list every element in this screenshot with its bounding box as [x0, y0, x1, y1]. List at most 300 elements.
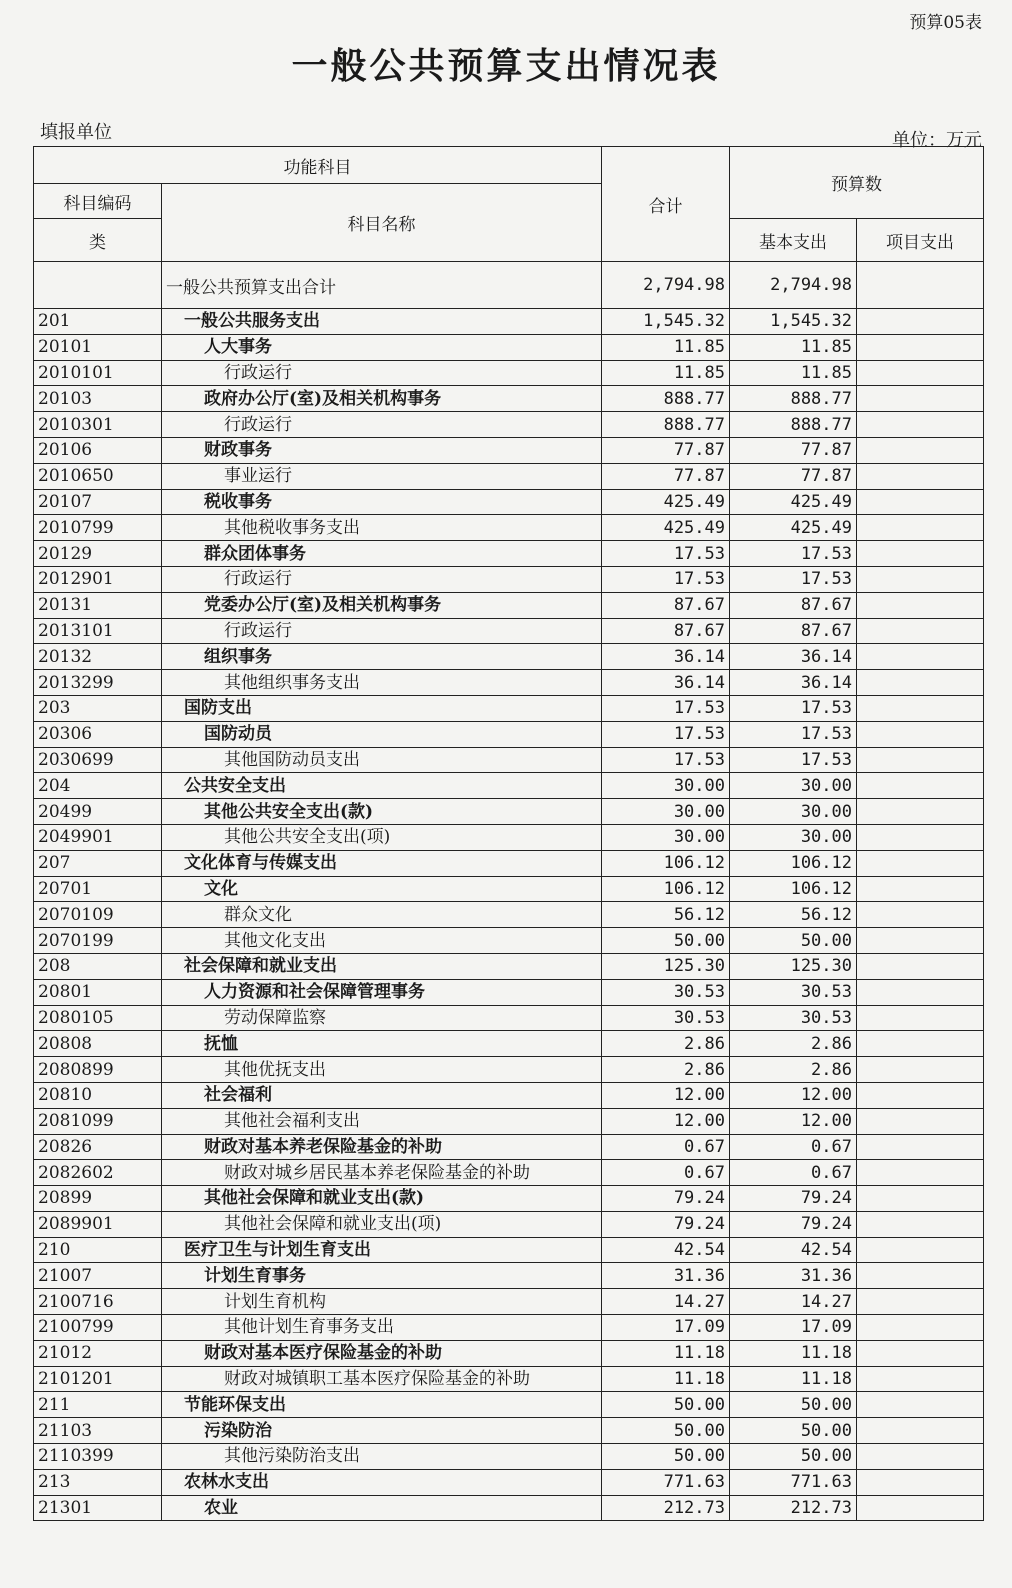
row-project — [857, 721, 984, 747]
table-row — [34, 721, 984, 747]
row-code: 2081099 — [34, 1108, 162, 1134]
row-project — [857, 799, 984, 825]
row-basic: 12.00 — [730, 1108, 857, 1134]
row-name: 其他组织事务支出 — [162, 670, 602, 696]
row-name: 社会福利 — [162, 1082, 602, 1108]
table-row — [34, 1211, 984, 1237]
row-total: 2.86 — [602, 1031, 730, 1057]
header-function-subject: 功能科目 — [34, 147, 602, 184]
row-basic: 425.49 — [730, 515, 857, 541]
row-name: 政府办公厅(室)及相关机构事务 — [162, 386, 602, 412]
table-row — [34, 773, 984, 799]
budget-table — [33, 146, 984, 1521]
row-basic: 50.00 — [730, 1444, 857, 1470]
row-code: 21103 — [34, 1418, 162, 1444]
row-name: 财政对基本养老保险基金的补助 — [162, 1134, 602, 1160]
table-row — [34, 1186, 984, 1212]
row-name: 事业运行 — [162, 463, 602, 489]
row-total: 50.00 — [602, 1418, 730, 1444]
row-project — [857, 1418, 984, 1444]
table-row — [34, 850, 984, 876]
row-code: 208 — [34, 953, 162, 979]
row-name: 财政对城镇职工基本医疗保险基金的补助 — [162, 1366, 602, 1392]
table-row — [34, 566, 984, 592]
table-row — [34, 1469, 984, 1495]
row-total: 42.54 — [602, 1237, 730, 1263]
total-name: 一般公共预算支出合计 — [162, 262, 602, 309]
row-name: 节能环保支出 — [162, 1392, 602, 1418]
row-code: 2070109 — [34, 902, 162, 928]
row-basic: 106.12 — [730, 850, 857, 876]
row-total: 1,545.32 — [602, 309, 730, 335]
row-code: 20107 — [34, 489, 162, 515]
header-total: 合计 — [602, 147, 730, 262]
row-code: 20899 — [34, 1186, 162, 1212]
row-total: 30.00 — [602, 773, 730, 799]
row-code: 2070199 — [34, 928, 162, 954]
row-code: 2100799 — [34, 1315, 162, 1341]
row-code: 20103 — [34, 386, 162, 412]
row-total: 212.73 — [602, 1495, 730, 1521]
row-total: 125.30 — [602, 953, 730, 979]
row-total: 87.67 — [602, 618, 730, 644]
row-basic: 11.18 — [730, 1340, 857, 1366]
table-row — [34, 412, 984, 438]
row-total: 36.14 — [602, 644, 730, 670]
row-name: 其他优抚支出 — [162, 1057, 602, 1083]
table-row — [34, 979, 984, 1005]
row-project — [857, 1495, 984, 1521]
row-project — [857, 644, 984, 670]
row-code: 20499 — [34, 799, 162, 825]
row-code: 207 — [34, 850, 162, 876]
row-project — [857, 515, 984, 541]
row-basic: 30.00 — [730, 773, 857, 799]
row-basic: 2.86 — [730, 1057, 857, 1083]
table-row — [34, 463, 984, 489]
table-row — [34, 1031, 984, 1057]
row-code: 2010650 — [34, 463, 162, 489]
row-code: 20826 — [34, 1134, 162, 1160]
table-row — [34, 824, 984, 850]
row-project — [857, 566, 984, 592]
row-total: 56.12 — [602, 902, 730, 928]
row-total: 30.53 — [602, 1005, 730, 1031]
header-basic: 基本支出 — [730, 219, 857, 262]
row-name: 劳动保障监察 — [162, 1005, 602, 1031]
row-project — [857, 1366, 984, 1392]
row-name: 计划生育机构 — [162, 1289, 602, 1315]
filler-label: 填报单位 — [40, 122, 112, 143]
row-basic: 50.00 — [730, 1392, 857, 1418]
row-basic: 888.77 — [730, 412, 857, 438]
row-name: 污染防治 — [162, 1418, 602, 1444]
row-project — [857, 824, 984, 850]
header-category: 类 — [34, 219, 162, 262]
table-row — [34, 1392, 984, 1418]
total-code — [34, 262, 162, 309]
row-code: 21301 — [34, 1495, 162, 1521]
table-row — [34, 1237, 984, 1263]
row-project — [857, 1057, 984, 1083]
row-code: 21012 — [34, 1340, 162, 1366]
row-total: 14.27 — [602, 1289, 730, 1315]
row-total: 11.18 — [602, 1366, 730, 1392]
row-project — [857, 334, 984, 360]
row-total: 425.49 — [602, 515, 730, 541]
row-total: 17.53 — [602, 695, 730, 721]
row-basic: 36.14 — [730, 644, 857, 670]
row-project — [857, 1082, 984, 1108]
table-row — [34, 1444, 984, 1470]
row-code: 210 — [34, 1237, 162, 1263]
row-code: 2013101 — [34, 618, 162, 644]
row-code: 2089901 — [34, 1211, 162, 1237]
row-code: 2010101 — [34, 360, 162, 386]
row-total: 17.53 — [602, 566, 730, 592]
form-id: 预算05表 — [909, 13, 982, 33]
table-row — [34, 515, 984, 541]
table-row — [34, 953, 984, 979]
row-total: 17.53 — [602, 721, 730, 747]
row-basic: 77.87 — [730, 437, 857, 463]
header-project: 项目支出 — [857, 219, 984, 262]
row-basic: 771.63 — [730, 1469, 857, 1495]
row-basic: 0.67 — [730, 1160, 857, 1186]
row-name: 一般公共服务支出 — [162, 309, 602, 335]
row-project — [857, 1263, 984, 1289]
row-code: 2013299 — [34, 670, 162, 696]
row-basic: 2.86 — [730, 1031, 857, 1057]
row-code: 211 — [34, 1392, 162, 1418]
row-project — [857, 541, 984, 567]
row-code: 20701 — [34, 876, 162, 902]
row-name: 人大事务 — [162, 334, 602, 360]
row-project — [857, 1444, 984, 1470]
row-code: 20801 — [34, 979, 162, 1005]
row-basic: 36.14 — [730, 670, 857, 696]
total-basic: 2,794.98 — [730, 262, 857, 309]
row-basic: 0.67 — [730, 1134, 857, 1160]
table-row — [34, 437, 984, 463]
row-name: 群众文化 — [162, 902, 602, 928]
row-code: 2080899 — [34, 1057, 162, 1083]
row-project — [857, 386, 984, 412]
row-total: 50.00 — [602, 928, 730, 954]
row-total: 50.00 — [602, 1444, 730, 1470]
row-total: 425.49 — [602, 489, 730, 515]
row-code: 2100716 — [34, 1289, 162, 1315]
row-name: 其他社会保障和就业支出(款) — [162, 1186, 602, 1212]
row-name: 国防动员 — [162, 721, 602, 747]
row-code: 2049901 — [34, 824, 162, 850]
row-total: 17.53 — [602, 747, 730, 773]
row-project — [857, 1186, 984, 1212]
row-project — [857, 1392, 984, 1418]
row-name: 国防支出 — [162, 695, 602, 721]
row-project — [857, 747, 984, 773]
row-project — [857, 412, 984, 438]
row-basic: 17.53 — [730, 721, 857, 747]
header-subject-name: 科目名称 — [162, 184, 602, 262]
row-total: 11.18 — [602, 1340, 730, 1366]
table-row — [34, 1263, 984, 1289]
row-name: 医疗卫生与计划生育支出 — [162, 1237, 602, 1263]
row-name: 农林水支出 — [162, 1469, 602, 1495]
table-row — [34, 1082, 984, 1108]
table-row — [34, 489, 984, 515]
table-row — [34, 1289, 984, 1315]
row-basic: 888.77 — [730, 386, 857, 412]
row-name: 抚恤 — [162, 1031, 602, 1057]
row-project — [857, 463, 984, 489]
row-total: 31.36 — [602, 1263, 730, 1289]
table-row — [34, 592, 984, 618]
table-row — [34, 1366, 984, 1392]
row-project — [857, 979, 984, 1005]
row-name: 组织事务 — [162, 644, 602, 670]
row-basic: 79.24 — [730, 1211, 857, 1237]
row-total: 30.00 — [602, 824, 730, 850]
table-row — [34, 541, 984, 567]
page-title: 一般公共预算支出情况表 — [291, 45, 721, 87]
table-row — [34, 1340, 984, 1366]
row-project — [857, 1108, 984, 1134]
row-total: 17.09 — [602, 1315, 730, 1341]
row-name: 其他计划生育事务支出 — [162, 1315, 602, 1341]
table-row — [34, 799, 984, 825]
table-row — [34, 876, 984, 902]
row-name: 其他税收事务支出 — [162, 515, 602, 541]
row-total: 87.67 — [602, 592, 730, 618]
row-code: 2080105 — [34, 1005, 162, 1031]
row-basic: 17.53 — [730, 747, 857, 773]
row-project — [857, 1289, 984, 1315]
row-project — [857, 1005, 984, 1031]
row-name: 文化体育与传媒支出 — [162, 850, 602, 876]
row-project — [857, 850, 984, 876]
row-name: 人力资源和社会保障管理事务 — [162, 979, 602, 1005]
row-code: 20306 — [34, 721, 162, 747]
row-name: 党委办公厅(室)及相关机构事务 — [162, 592, 602, 618]
row-total: 12.00 — [602, 1082, 730, 1108]
row-total: 30.53 — [602, 979, 730, 1005]
row-total: 50.00 — [602, 1392, 730, 1418]
row-basic: 425.49 — [730, 489, 857, 515]
table-row — [34, 928, 984, 954]
total-project — [857, 262, 984, 309]
row-basic: 30.00 — [730, 824, 857, 850]
row-code: 2110399 — [34, 1444, 162, 1470]
table-row — [34, 618, 984, 644]
row-name: 财政事务 — [162, 437, 602, 463]
row-project — [857, 309, 984, 335]
row-code: 213 — [34, 1469, 162, 1495]
row-name: 计划生育事务 — [162, 1263, 602, 1289]
row-basic: 125.30 — [730, 953, 857, 979]
row-code: 203 — [34, 695, 162, 721]
row-name: 群众团体事务 — [162, 541, 602, 567]
row-basic: 17.53 — [730, 695, 857, 721]
row-code: 20129 — [34, 541, 162, 567]
row-name: 其他公共安全支出(项) — [162, 824, 602, 850]
row-code: 20808 — [34, 1031, 162, 1057]
header-budget: 预算数 — [730, 147, 984, 219]
row-basic: 11.85 — [730, 334, 857, 360]
row-total: 77.87 — [602, 463, 730, 489]
row-name: 税收事务 — [162, 489, 602, 515]
row-code: 2010301 — [34, 412, 162, 438]
row-project — [857, 618, 984, 644]
row-basic: 31.36 — [730, 1263, 857, 1289]
row-project — [857, 1237, 984, 1263]
row-total: 30.00 — [602, 799, 730, 825]
row-project — [857, 360, 984, 386]
row-name: 其他国防动员支出 — [162, 747, 602, 773]
row-basic: 11.85 — [730, 360, 857, 386]
row-basic: 14.27 — [730, 1289, 857, 1315]
table-row — [34, 1005, 984, 1031]
row-project — [857, 1134, 984, 1160]
row-project — [857, 1469, 984, 1495]
row-basic: 17.53 — [730, 541, 857, 567]
row-code: 204 — [34, 773, 162, 799]
row-total: 106.12 — [602, 850, 730, 876]
table-row — [34, 309, 984, 335]
row-code: 201 — [34, 309, 162, 335]
row-basic: 50.00 — [730, 928, 857, 954]
header-subject-code: 科目编码 — [34, 184, 162, 219]
table-row — [34, 1315, 984, 1341]
row-total: 11.85 — [602, 360, 730, 386]
total-row — [34, 262, 984, 309]
row-project — [857, 773, 984, 799]
row-name: 文化 — [162, 876, 602, 902]
row-name: 行政运行 — [162, 360, 602, 386]
row-name: 其他公共安全支出(款) — [162, 799, 602, 825]
row-basic: 17.09 — [730, 1315, 857, 1341]
row-basic: 30.53 — [730, 1005, 857, 1031]
row-project — [857, 953, 984, 979]
row-basic: 106.12 — [730, 876, 857, 902]
unit-label: 单位：万元 — [892, 130, 982, 151]
row-code: 20810 — [34, 1082, 162, 1108]
row-name: 农业 — [162, 1495, 602, 1521]
row-basic: 56.12 — [730, 902, 857, 928]
row-total: 0.67 — [602, 1160, 730, 1186]
table-row — [34, 334, 984, 360]
row-project — [857, 876, 984, 902]
row-total: 12.00 — [602, 1108, 730, 1134]
row-basic: 30.53 — [730, 979, 857, 1005]
row-project — [857, 670, 984, 696]
row-project — [857, 928, 984, 954]
row-name: 行政运行 — [162, 566, 602, 592]
row-total: 11.85 — [602, 334, 730, 360]
row-total: 36.14 — [602, 670, 730, 696]
row-basic: 11.18 — [730, 1366, 857, 1392]
row-project — [857, 1315, 984, 1341]
row-project — [857, 592, 984, 618]
row-code: 2012901 — [34, 566, 162, 592]
table-row — [34, 1160, 984, 1186]
row-basic: 17.53 — [730, 566, 857, 592]
row-code: 2010799 — [34, 515, 162, 541]
row-basic: 1,545.32 — [730, 309, 857, 335]
row-name: 公共安全支出 — [162, 773, 602, 799]
row-code: 2030699 — [34, 747, 162, 773]
table-row — [34, 644, 984, 670]
row-code: 20131 — [34, 592, 162, 618]
row-code: 2082602 — [34, 1160, 162, 1186]
table-row — [34, 360, 984, 386]
row-name: 其他社会福利支出 — [162, 1108, 602, 1134]
table-row — [34, 386, 984, 412]
row-name: 财政对城乡居民基本养老保险基金的补助 — [162, 1160, 602, 1186]
row-basic: 30.00 — [730, 799, 857, 825]
row-code: 20101 — [34, 334, 162, 360]
table-row — [34, 670, 984, 696]
row-basic: 79.24 — [730, 1186, 857, 1212]
row-project — [857, 437, 984, 463]
row-code: 21007 — [34, 1263, 162, 1289]
row-name: 行政运行 — [162, 412, 602, 438]
row-basic: 87.67 — [730, 592, 857, 618]
table-row — [34, 1108, 984, 1134]
row-name: 其他文化支出 — [162, 928, 602, 954]
row-basic: 212.73 — [730, 1495, 857, 1521]
row-total: 106.12 — [602, 876, 730, 902]
table-row — [34, 695, 984, 721]
row-project — [857, 902, 984, 928]
table-row — [34, 747, 984, 773]
row-project — [857, 695, 984, 721]
row-total: 0.67 — [602, 1134, 730, 1160]
row-basic: 50.00 — [730, 1418, 857, 1444]
table-row — [34, 1418, 984, 1444]
row-name: 财政对基本医疗保险基金的补助 — [162, 1340, 602, 1366]
row-project — [857, 1340, 984, 1366]
row-project — [857, 1211, 984, 1237]
row-basic: 12.00 — [730, 1082, 857, 1108]
row-total: 771.63 — [602, 1469, 730, 1495]
row-basic: 77.87 — [730, 463, 857, 489]
row-project — [857, 1031, 984, 1057]
table-row — [34, 1134, 984, 1160]
row-total: 17.53 — [602, 541, 730, 567]
row-code: 2101201 — [34, 1366, 162, 1392]
row-code: 20106 — [34, 437, 162, 463]
row-basic: 87.67 — [730, 618, 857, 644]
total-amount: 2,794.98 — [602, 262, 730, 309]
row-total: 888.77 — [602, 412, 730, 438]
row-name: 其他社会保障和就业支出(项) — [162, 1211, 602, 1237]
row-total: 77.87 — [602, 437, 730, 463]
table-row — [34, 902, 984, 928]
row-total: 888.77 — [602, 386, 730, 412]
table-row — [34, 1057, 984, 1083]
table-row — [34, 1495, 984, 1521]
row-basic: 42.54 — [730, 1237, 857, 1263]
row-total: 2.86 — [602, 1057, 730, 1083]
row-name: 行政运行 — [162, 618, 602, 644]
row-name: 社会保障和就业支出 — [162, 953, 602, 979]
row-name: 其他污染防治支出 — [162, 1444, 602, 1470]
row-project — [857, 489, 984, 515]
row-total: 79.24 — [602, 1211, 730, 1237]
row-code: 20132 — [34, 644, 162, 670]
row-project — [857, 1160, 984, 1186]
